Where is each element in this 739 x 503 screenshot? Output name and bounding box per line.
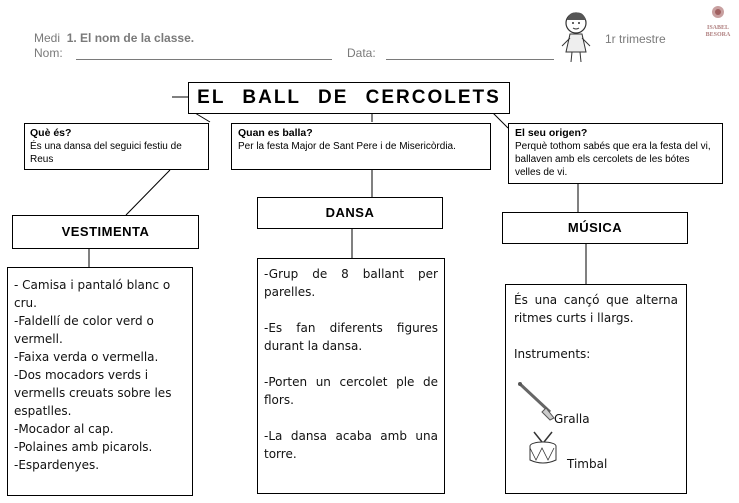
list-item: -Es fan diferents figures durant la dansa. (264, 321, 438, 353)
vestimenta-content (7, 267, 193, 496)
list-item: -Espardenyes. (14, 458, 100, 472)
date-label: Data: (347, 46, 376, 60)
gralla-icon (516, 380, 558, 422)
instrument-timbal-label: Timbal (567, 457, 608, 471)
section-vestimenta-header: VESTIMENTA (12, 215, 199, 249)
list-item: -Polaines amb picarols. (14, 440, 153, 454)
question-answer: Perquè tothom sabés que era la festa del vi, ballaven amb els cercolets de les bótes velles de vi. (515, 141, 711, 178)
question-answer: Per la festa Major de Sant Pere i de Misericòrdia. (238, 141, 456, 152)
section-musica-header: MÚSICA (502, 212, 688, 244)
name-label: Nom: (34, 46, 63, 60)
musica-content (505, 284, 687, 494)
instruments-label: Instruments: (514, 347, 591, 361)
list-item: -La dansa acaba amb una torre. (264, 429, 438, 461)
list-item: -Porten un cercolet ple de flors. (264, 375, 438, 407)
question-heading: El seu origen? (515, 127, 588, 139)
list-item: -Faixa verda o vermella. (14, 350, 159, 364)
question-heading: Què és? (30, 127, 72, 139)
list-item: -Dos mocadors verds i vermells creuats sobre les espatlles. (14, 368, 172, 418)
section-dansa-header: DANSA (257, 197, 443, 229)
question-box-quan-es-balla (231, 123, 491, 170)
instrument-gralla-label: Gralla (554, 412, 590, 426)
term-label: 1r trimestre (605, 32, 666, 46)
subject-label: Medi 1. El nom de la classe. (34, 31, 195, 45)
timbal-icon (526, 430, 560, 466)
list-item: - Camisa i pantaló blanc o cru. (14, 278, 171, 310)
list-item: -Grup de 8 ballant per parelles. (264, 267, 438, 299)
musica-description: És una cançó que alterna ritmes curts i llargs. (514, 293, 678, 325)
lesson-title: 1. El nom de la classe. (66, 31, 195, 45)
main-title: EL BALL DE CERCOLETS (188, 82, 510, 114)
question-heading: Quan es balla? (238, 127, 313, 139)
question-box-que-es (24, 123, 209, 170)
list-item: -Faldellí de color verd o vermell. (14, 314, 154, 346)
list-item: -Mocador al cap. (14, 422, 114, 436)
logo-text: ISABEL BESORA (705, 25, 731, 38)
dansa-content (257, 258, 445, 494)
question-box-origen (508, 123, 723, 184)
question-answer: És una dansa del seguici festiu de Reus (30, 141, 182, 165)
